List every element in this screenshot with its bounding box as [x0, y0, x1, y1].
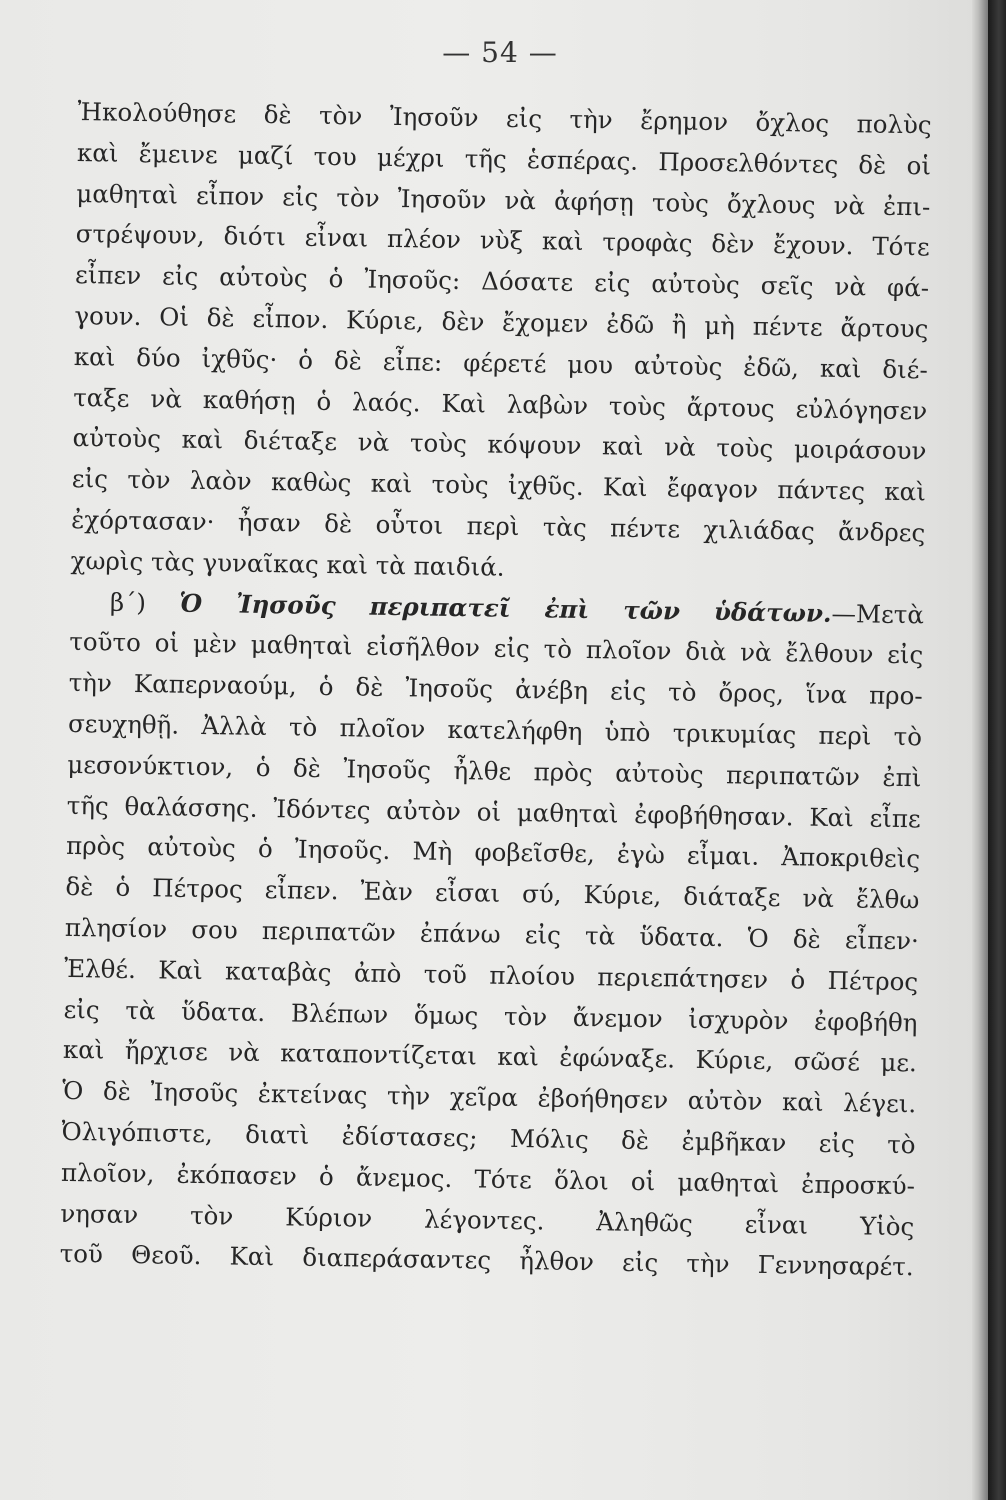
- text-line: δὲ ὁ Πέτρος εἶπεν. Ἐὰν εἶσαι σύ, Κύριε, διάταξε νὰ ἔλθω: [65, 872, 920, 915]
- text-line: εἰς τὸν λαὸν καθὼς καὶ τοὺς ἰχθῦς. Καὶ ἔφαγον πάντες καὶ: [71, 464, 927, 507]
- text-line: εἰς τὰ ὕδατα. Βλέπων ὅμως τὸν ἄνεμον ἰσχυρὸν ἐφοβήθη: [63, 994, 918, 1037]
- text-line: εἶπεν εἰς αὐτοὺς ὁ Ἰησοῦς: Δόσατε εἰς αὐτοὺς σεῖς νὰ φά-: [74, 260, 930, 303]
- text-line: τῆς θαλάσσης. Ἰδόντες αὐτὸν οἱ μαθηταὶ ἐφοβήθησαν. Καὶ εἶπε: [66, 790, 921, 833]
- text-line: πλησίον σου περιπατῶν ἐπάνω εἰς τὰ ὕδατα. Ὁ δὲ εἶπεν·: [64, 912, 919, 956]
- text-line: καὶ ἔμεινε μαζί του μέχρι τῆς ἑσπέρας. Προσελθόντες δὲ οἱ: [76, 137, 932, 181]
- page-edge-shadow: [972, 0, 988, 1500]
- text-line: τοῦτο οἱ μὲν μαθηταὶ εἰσῆλθον εἰς τὸ πλοῖον διὰ νὰ ἔλθουν εἰς: [69, 627, 924, 670]
- section-title: Ὁ Ἰησοῦς περιπατεῖ ἐπὶ τῶν ὑδάτων.: [178, 588, 832, 628]
- text-line: στρέψουν, διότι εἶναι πλέον νὺξ καὶ τροφὰς δὲν ἔχουν. Τότε: [75, 219, 930, 262]
- text-line: Ὁ δὲ Ἰησοῦς ἐκτείνας τὴν χεῖρα ἐβοήθησεν αὐτὸν καὶ λέγει.: [62, 1076, 917, 1119]
- text-line: ἐχόρτασαν· ἦσαν δὲ οὗτοι περὶ τὰς πέντε χιλιάδας ἄνδρες: [71, 504, 926, 548]
- text-line: αὐτοὺς καὶ διέταξε νὰ τοὺς κόψουν καὶ νὰ τοὺς μοιράσουν: [72, 423, 927, 466]
- text-line: τοῦ Θεοῦ. Καὶ διαπεράσαντες ἦλθον εἰς τὴν Γεννησαρέτ.: [59, 1239, 914, 1282]
- page-number: — 54 —: [442, 36, 558, 69]
- text-line: Ἐλθέ. Καὶ καταβὰς ἀπὸ τοῦ πλοίου περιεπάτησεν ὁ Πέτρος: [64, 953, 919, 997]
- text-line: μαθηταὶ εἶπον εἰς τὸν Ἰησοῦν νὰ ἀφήσῃ τοὺς ὄχλους νὰ ἐπι-: [76, 178, 931, 221]
- section-marker: β΄): [109, 587, 147, 617]
- text-line: καὶ δύο ἰχθῦς· ὁ δὲ εἶπε: φέρετέ μου αὐτοὺς ἐδῶ, καὶ διέ-: [73, 341, 928, 385]
- text-line: Ὀλιγόπιστε, διατὶ ἐδίστασες; Μόλις δὲ ἐμβῆκαν εἰς τὸ: [61, 1116, 916, 1160]
- text-line: μεσονύκτιον, ὁ δὲ Ἰησοῦς ἦλθε πρὸς αὐτοὺς περιπατῶν ἐπὶ: [67, 749, 922, 793]
- text-line: τὴν Καπερναούμ, ὁ δὲ Ἰησοῦς ἀνέβη εἰς τὸ ὄρος, ἵνα προ-: [68, 668, 923, 711]
- text-line: χωρὶς τὰς γυναῖκας καὶ τὰ παιδιά.: [70, 545, 505, 582]
- binding-strip: [988, 0, 1006, 1500]
- text-line: γουν. Οἱ δὲ εἶπον. Κύριε, δὲν ἔχομεν ἐδῶ ἢ μὴ πέντε ἄρτους: [74, 300, 929, 344]
- text-line: πρὸς αὐτοὺς ὁ Ἰησοῦς. Μὴ φοβεῖσθε, ἐγὼ εἶμαι. Ἀποκριθεὶς: [65, 831, 921, 874]
- text-line: Ἠκολούθησε δὲ τὸν Ἰησοῦν εἰς τὴν ἔρημον ὄχλος πολὺς: [77, 96, 932, 140]
- section-first-line-rest: —Μετὰ: [831, 598, 925, 629]
- text-line: νησαν τὸν Κύριον λέγοντες. Ἀληθῶς εἶναι Υἱὸς: [60, 1198, 915, 1241]
- text-line: ταξε νὰ καθήσῃ ὁ λαός. Καὶ λαβὼν τοὺς ἄρτους εὐλόγησεν: [72, 382, 928, 425]
- body-text: [59, 92, 931, 1288]
- text-line: σευχηθῇ. Ἀλλὰ τὸ πλοῖον κατελήφθη ὑπὸ τρικυμίας περὶ τὸ: [67, 708, 923, 752]
- text-line: πλοῖον, ἐκόπασεν ὁ ἄνεμος. Τότε ὅλοι οἱ μαθηταὶ ἐπροσκύ-: [60, 1157, 916, 1200]
- text-line: καὶ ἤρχισε νὰ καταποντίζεται καὶ ἐφώναξε. Κύριε, σῶσέ με.: [62, 1035, 918, 1078]
